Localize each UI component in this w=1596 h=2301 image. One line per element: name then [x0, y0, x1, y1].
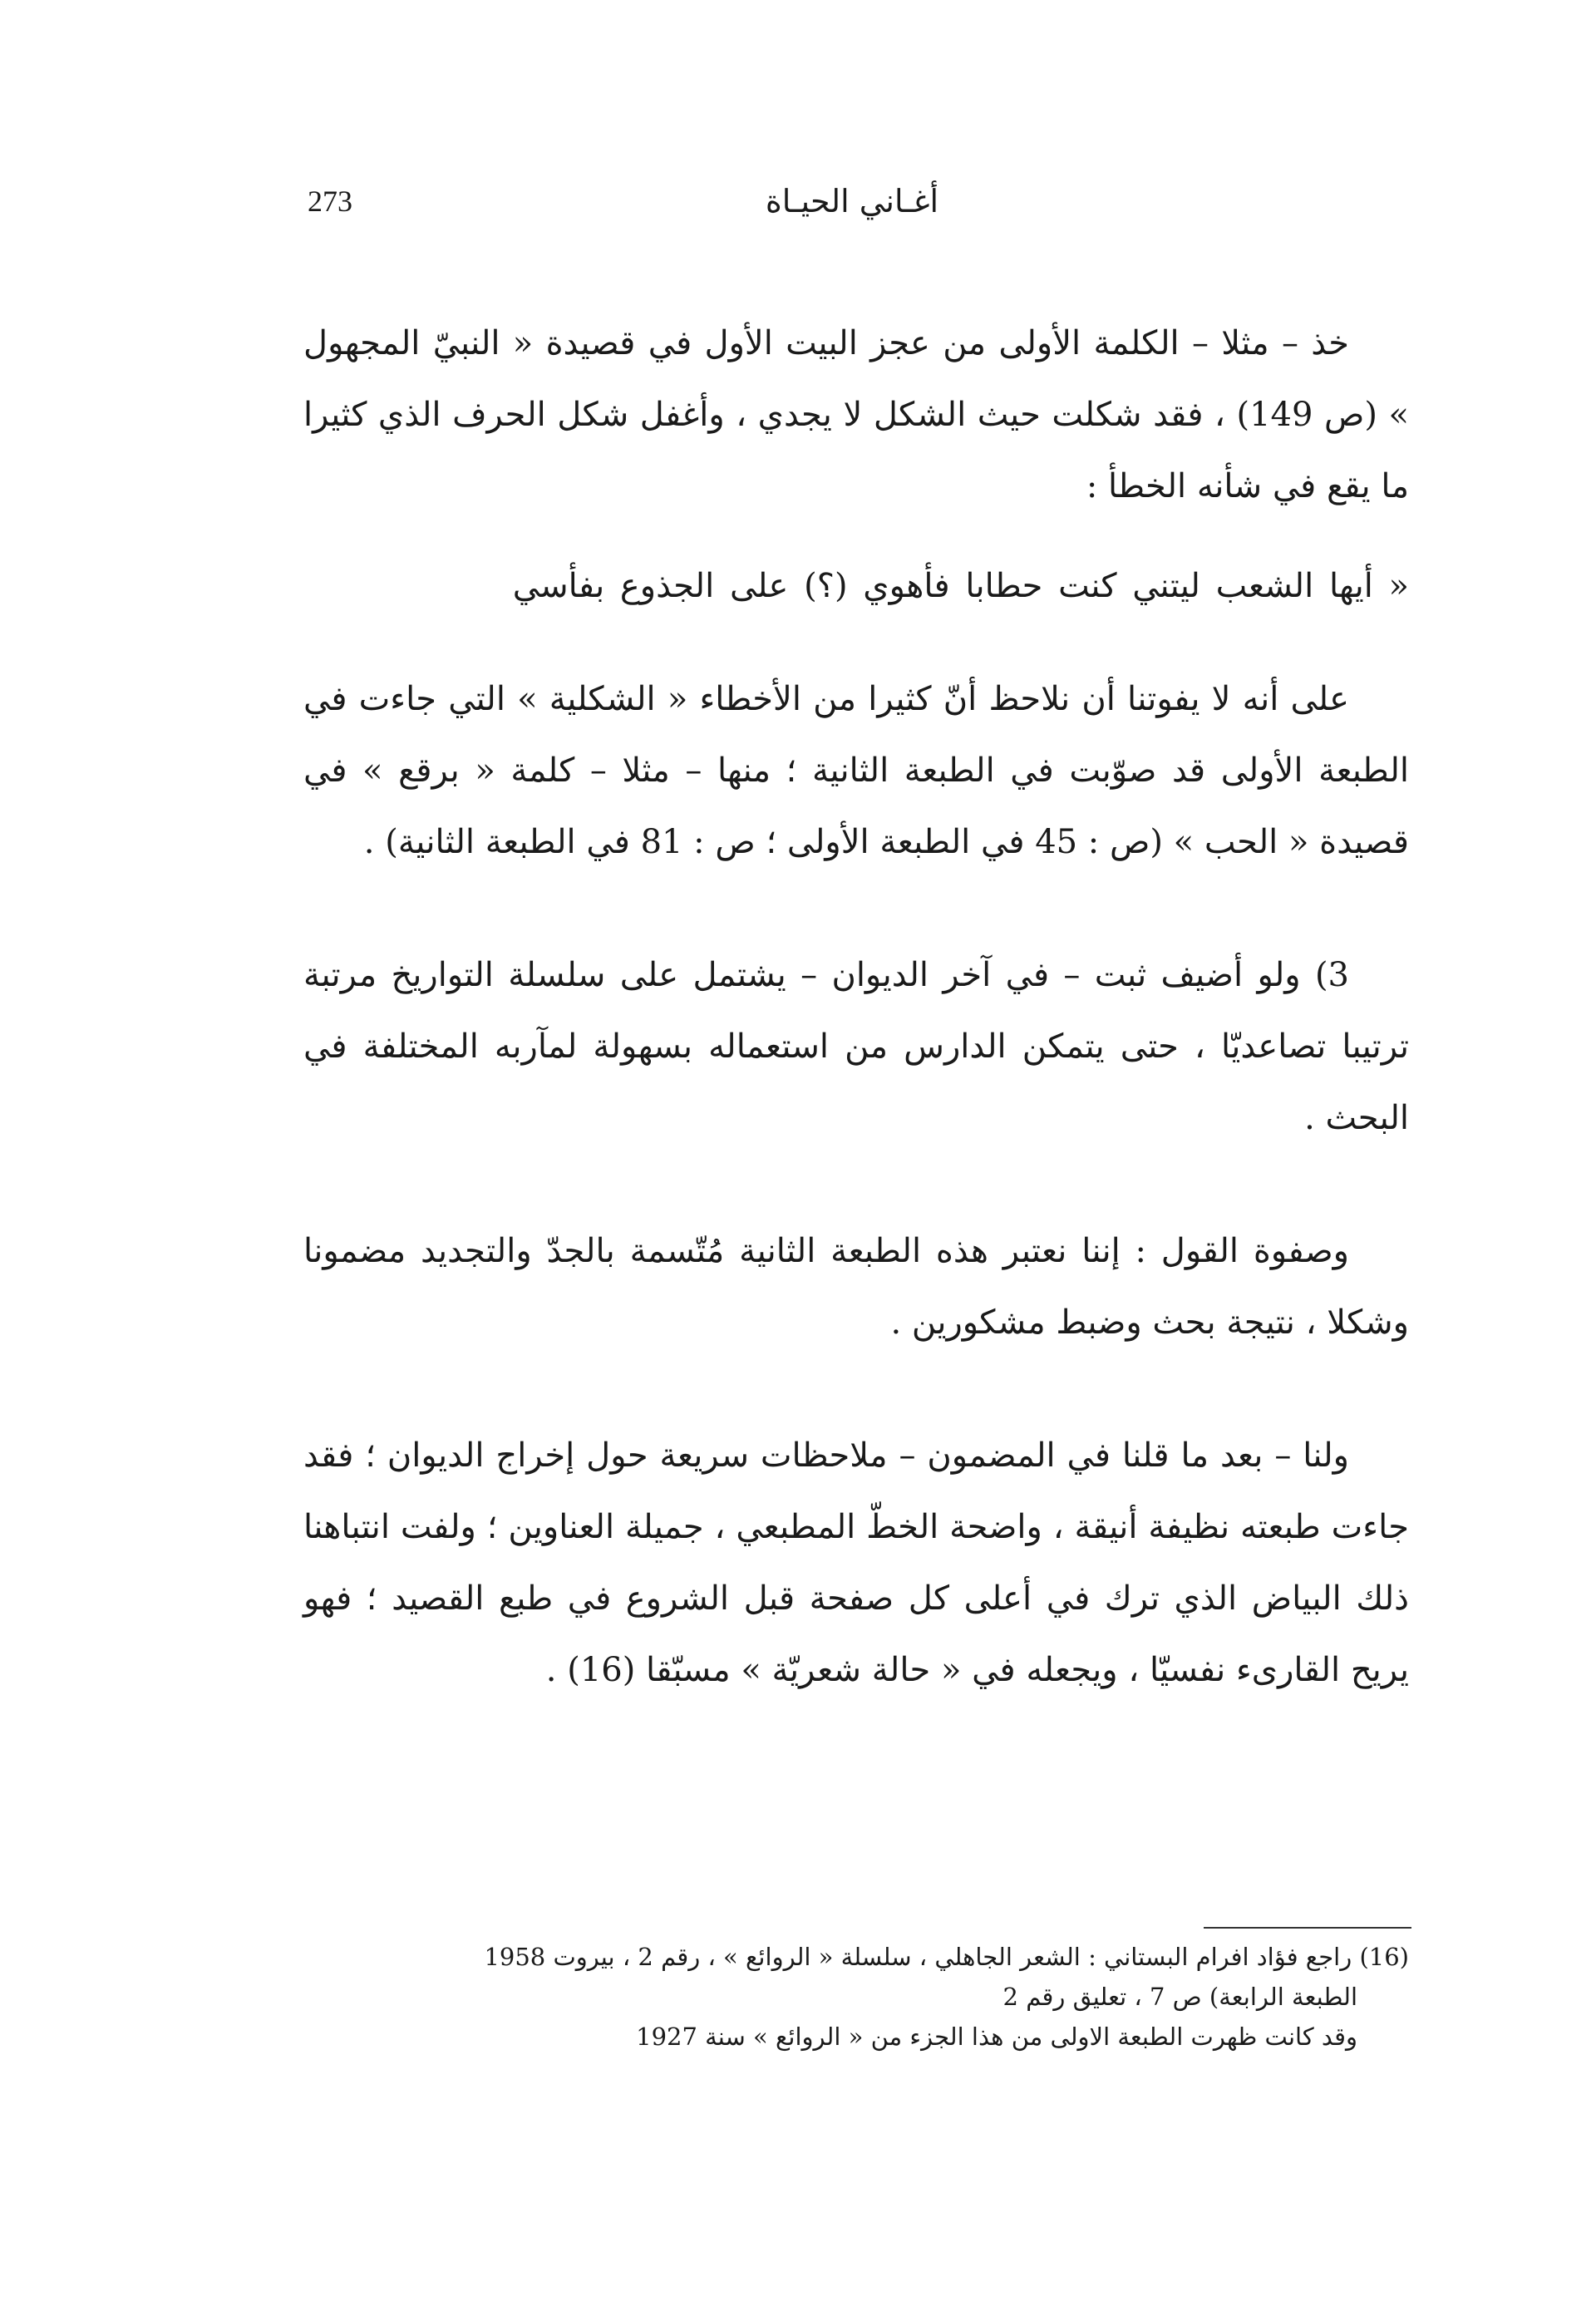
body-text	[303, 308, 1409, 1734]
paragraph-1: خذ – مثلا – الكلمة الأولى من عجز البيت الأول في قصيدة « النبيّ المجهول » (ص 149) ، فقد شكلت حيث الشكل لا يجدي ، وأغفل شكل الحرف الذي كثيرا ما يقع في شأنه الخطأ :	[303, 324, 1409, 505]
footnote-16-line-2: الطبعة الرابعة) ص 7 ، تعليق رقم 2	[1002, 1983, 1357, 2011]
spacer	[303, 906, 1409, 939]
footnote-16-line-1: (16) راجع فؤاد افرام البستاني : الشعر الجاهلي ، سلسلة « الروائع » ، رقم 2 ، بيروت 1958	[484, 1943, 1409, 1971]
verse-line: « أيها الشعب ليتني كنت حطابا فأهوي (؟) على الجذوع بفأسي	[512, 567, 1409, 605]
paragraph-5: ولنا – بعد ما قلنا في المضمون – ملاحظات سريعة حول إخراج الديوان ؛ فقد جاءت طبعته نظيفة أنيقة ، واضحة الخطّ المطبعي ، جميلة العناوين ؛ ولفت انتباهنا ذلك البياض الذي ترك في أعلى كل صفحة قبل الشروع في طبع القصيد ؛ فهو يريح القارىء نفسيّا ، ويجعله في « حالة شعريّة » مسبّقا (16) .	[303, 1436, 1409, 1689]
paragraph-2: على أنه لا يفوتنا أن نلاحظ أنّ كثيرا من الأخطاء « الشكلية » التي جاءت في الطبعة الأولى قد صوّبت في الطبعة الثانية ؛ منها – مثلا – كلمة « برقع » في قصيدة « الحب » (ص : 45 في الطبعة الأولى ؛ ص : 81 في الطبعة الثانية) .	[303, 680, 1409, 861]
footnote-divider	[1204, 1927, 1411, 1929]
running-title: أغـاني الحيـاة	[765, 183, 939, 219]
footnote-16-line-3: وقد كانت ظهرت الطبعة الاولى من هذا الجزء من « الروائع » سنة 1927	[636, 2023, 1357, 2051]
footnotes	[303, 1937, 1409, 2057]
page-header	[299, 176, 1405, 226]
paragraph-3: 3) ولو أضيف ثبت – في آخر الديوان – يشتمل على سلسلة التواريخ مرتبة ترتيبا تصاعديّا ، حتى يتمكن الدارس من استعماله بسهولة لمآربه المختلفة في البحث .	[303, 956, 1409, 1137]
page-number: 273	[308, 185, 352, 218]
paragraph-4: وصفوة القول : إننا نعتبر هذه الطبعة الثانية مُتّسمة بالجدّ والتجديد مضمونا وشكلا ، نتيجة بحث وضبط مشكورين .	[303, 1232, 1409, 1342]
spacer	[303, 1182, 1409, 1215]
spacer	[303, 1387, 1409, 1420]
